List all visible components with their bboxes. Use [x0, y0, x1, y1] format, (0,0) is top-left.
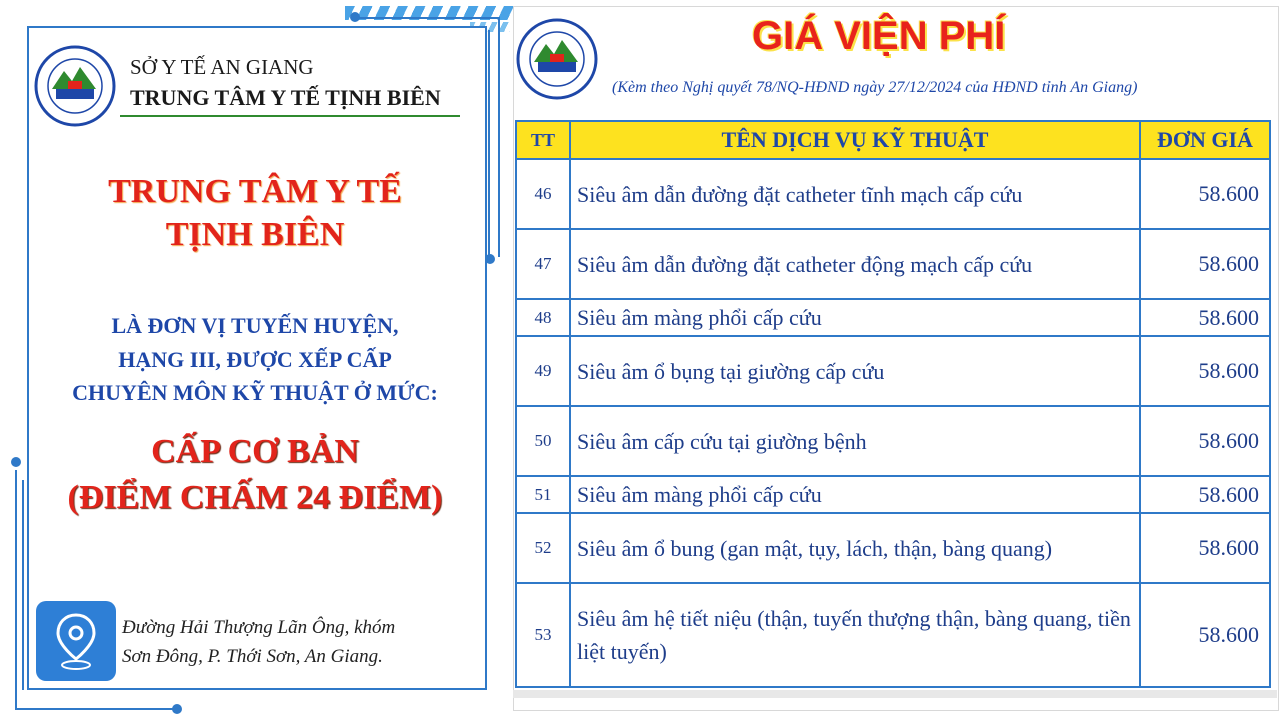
price-table	[515, 120, 1271, 688]
service-name: Siêu âm màng phổi cấp cứu	[570, 299, 1140, 336]
service-price: 58.600	[1140, 583, 1270, 687]
frame-dot	[11, 457, 21, 467]
panel-bottom-bar	[513, 690, 1277, 698]
table-row	[516, 513, 1270, 583]
table-row	[516, 159, 1270, 229]
table-row	[516, 336, 1270, 406]
frame-line	[15, 708, 175, 710]
frame-line	[15, 470, 17, 710]
center-name: TRUNG TÂM Y TẾ TỊNH BIÊN	[130, 85, 441, 110]
service-name: Siêu âm cấp cứu tại giường bệnh	[570, 406, 1140, 476]
level-text: (ĐIỂM CHẤM 24 ĐIỂM)	[67, 479, 443, 516]
service-name: Siêu âm dẫn đường đặt catheter tĩnh mạch cấp cứu	[570, 159, 1140, 229]
frame-dot	[172, 704, 182, 714]
table-row	[516, 583, 1270, 687]
frame-line	[22, 480, 24, 690]
header-price: ĐƠN GIÁ	[1140, 121, 1270, 159]
service-price: 58.600	[1140, 513, 1270, 583]
row-number: 49	[516, 336, 570, 406]
row-number: 50	[516, 406, 570, 476]
service-price: 58.600	[1140, 406, 1270, 476]
service-name: Siêu âm màng phổi cấp cứu	[570, 476, 1140, 513]
row-number: 46	[516, 159, 570, 229]
table-header-row	[516, 121, 1270, 159]
table-row	[516, 406, 1270, 476]
service-name: Siêu âm ổ bụng tại giường cấp cứu	[570, 336, 1140, 406]
table-row	[516, 229, 1270, 299]
row-number: 48	[516, 299, 570, 336]
service-price: 58.600	[1140, 229, 1270, 299]
location-pin-icon	[36, 601, 116, 681]
service-price: 58.600	[1140, 476, 1270, 513]
service-name: Siêu âm hệ tiết niệu (thận, tuyến thượng thận, bàng quang, tiền liệt tuyến)	[570, 583, 1140, 687]
page-title: GIÁ VIỆN PHÍ	[752, 14, 1006, 58]
row-number: 53	[516, 583, 570, 687]
service-name: Siêu âm dẫn đường đặt catheter động mạch cấp cứu	[570, 229, 1140, 299]
table-row	[516, 476, 1270, 513]
center-title: TRUNG TÂM Y TẾ	[108, 173, 402, 210]
divider	[120, 115, 460, 117]
header-tt: TT	[516, 121, 570, 159]
service-name: Siêu âm ổ bung (gan mật, tụy, lách, thận, bàng quang)	[570, 513, 1140, 583]
level-text: CẤP CƠ BẢN	[151, 433, 359, 470]
description-line: CHUYÊN MÔN KỸ THUẬT Ở MỨC:	[72, 380, 438, 405]
service-price: 58.600	[1140, 336, 1270, 406]
resolution-note: (Kèm theo Nghị quyết 78/NQ-HĐND ngày 27/12/2024 của HĐND tỉnh An Giang)	[612, 79, 1138, 96]
row-number: 47	[516, 229, 570, 299]
row-number: 52	[516, 513, 570, 583]
row-number: 51	[516, 476, 570, 513]
hospital-logo	[516, 18, 598, 100]
frame-line	[488, 30, 490, 262]
hospital-logo	[34, 45, 116, 127]
center-title: TỊNH BIÊN	[165, 216, 345, 253]
header-service-name: TÊN DỊCH VỤ KỸ THUẬT	[570, 121, 1140, 159]
description-line: HẠNG III, ĐƯỢC XẾP CẤP	[118, 347, 392, 372]
frame-dot	[350, 12, 360, 22]
address-line: Đường Hải Thượng Lãn Ông, khóm	[122, 617, 396, 638]
service-price: 58.600	[1140, 299, 1270, 336]
table-row	[516, 299, 1270, 336]
service-price: 58.600	[1140, 159, 1270, 229]
frame-line	[355, 17, 500, 19]
address-line: Sơn Đông, P. Thới Sơn, An Giang.	[122, 646, 383, 667]
description-line: LÀ ĐƠN VỊ TUYẾN HUYỆN,	[111, 313, 399, 338]
frame-line	[498, 17, 500, 257]
org-name: SỞ Y TẾ AN GIANG	[130, 55, 314, 79]
